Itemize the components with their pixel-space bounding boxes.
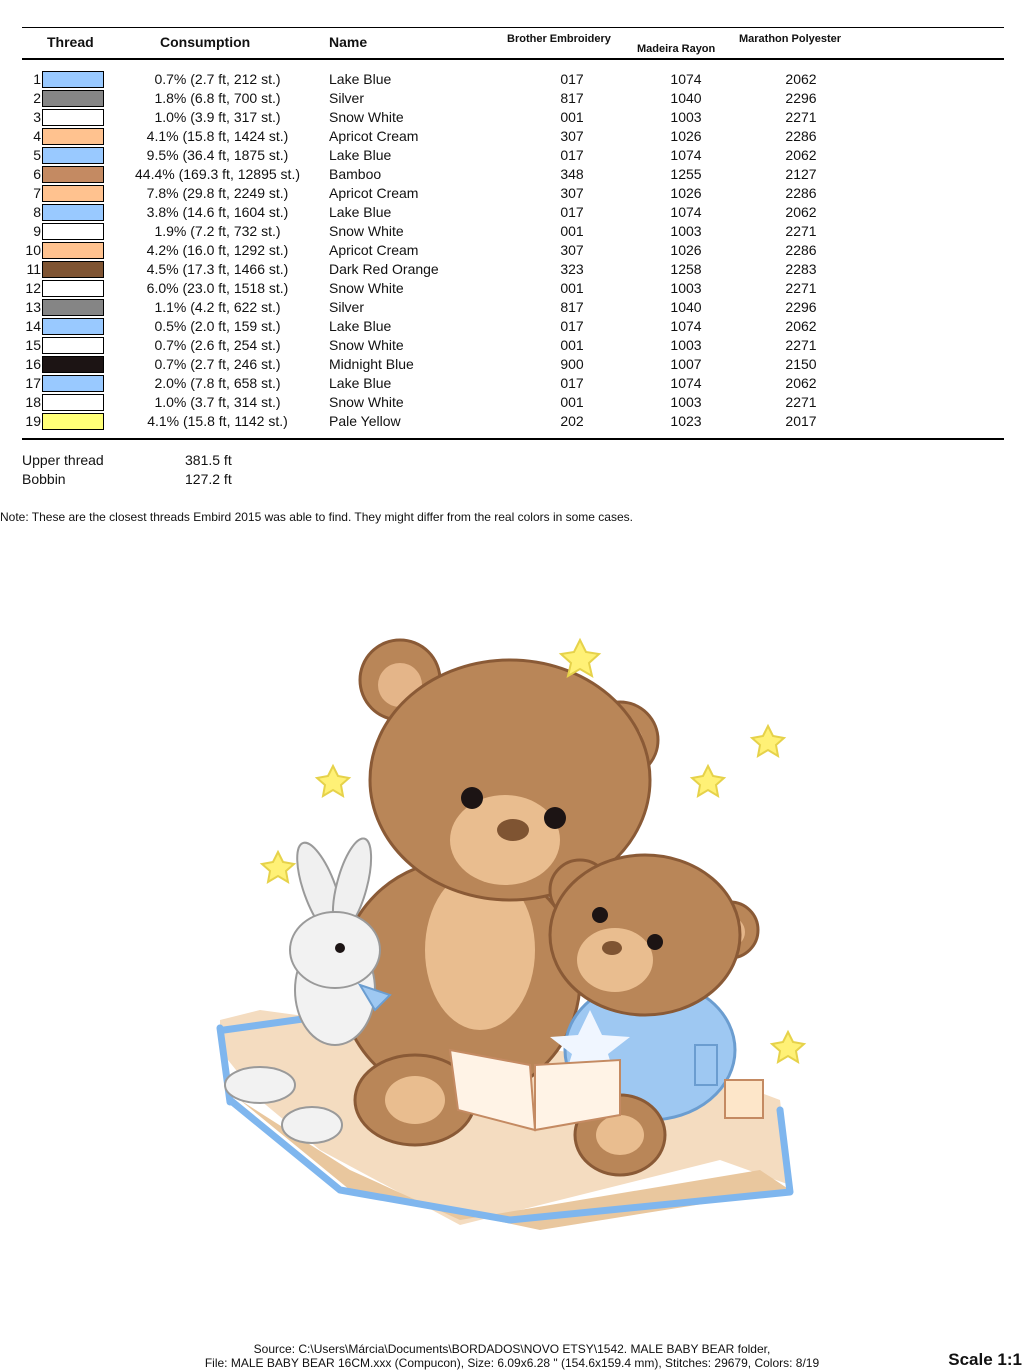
upper-thread-value: 381.5 ft bbox=[185, 452, 232, 468]
little-bear-left-eye bbox=[592, 907, 608, 923]
thread-color-swatch bbox=[42, 375, 104, 392]
thread-color-swatch bbox=[42, 185, 104, 202]
thread-consumption: 1.0% (3.9 ft, 317 st.) bbox=[154, 109, 281, 125]
bunny-leg bbox=[225, 1067, 295, 1103]
thread-consumption: 0.5% (2.0 ft, 159 st.) bbox=[154, 318, 281, 334]
header-brother: Brother Embroidery bbox=[507, 33, 611, 45]
thread-name: Snow White bbox=[329, 109, 404, 125]
table-row bbox=[0, 241, 1024, 260]
madeira-code: 1026 bbox=[670, 128, 702, 144]
madeira-code: 1003 bbox=[670, 223, 702, 239]
madeira-code: 1023 bbox=[670, 413, 702, 429]
thread-color-swatch bbox=[42, 71, 104, 88]
thread-color-swatch bbox=[42, 280, 104, 297]
madeira-code: 1007 bbox=[670, 356, 702, 372]
table-row bbox=[0, 89, 1024, 108]
thread-number: 9 bbox=[33, 223, 41, 239]
table-row bbox=[0, 222, 1024, 241]
big-bear-left-eye bbox=[461, 787, 483, 809]
thread-consumption: 4.2% (16.0 ft, 1292 st.) bbox=[146, 242, 289, 258]
thread-name: Snow White bbox=[329, 280, 404, 296]
thread-color-swatch bbox=[42, 261, 104, 278]
brother-code: 202 bbox=[560, 413, 584, 429]
table-bottom-rule bbox=[22, 438, 1004, 440]
thread-consumption: 44.4% (169.3 ft, 12895 st.) bbox=[135, 166, 300, 182]
marathon-code: 2283 bbox=[785, 261, 817, 277]
marathon-code: 2296 bbox=[785, 90, 817, 106]
table-row bbox=[0, 127, 1024, 146]
brother-code: 017 bbox=[560, 375, 584, 391]
thread-color-swatch bbox=[42, 223, 104, 240]
table-row bbox=[0, 355, 1024, 374]
scale-label: Scale 1:1 bbox=[948, 1350, 1022, 1369]
thread-consumption: 0.7% (2.6 ft, 254 st.) bbox=[154, 337, 281, 353]
thread-color-swatch bbox=[42, 128, 104, 145]
thread-number: 19 bbox=[25, 413, 41, 429]
upper-thread-label: Upper thread bbox=[22, 452, 104, 468]
marathon-code: 2062 bbox=[785, 147, 817, 163]
table-row bbox=[0, 184, 1024, 203]
thread-number: 16 bbox=[25, 356, 41, 372]
marathon-code: 2127 bbox=[785, 166, 817, 182]
thread-number: 11 bbox=[26, 261, 41, 277]
madeira-code: 1003 bbox=[670, 280, 702, 296]
thread-name: Silver bbox=[329, 90, 365, 106]
marathon-code: 2271 bbox=[785, 223, 817, 239]
marathon-code: 2017 bbox=[785, 413, 817, 429]
brother-code: 900 bbox=[560, 356, 584, 372]
thread-consumption: 6.0% (23.0 ft, 1518 st.) bbox=[146, 280, 289, 296]
thread-name: Silver bbox=[329, 299, 365, 315]
toy-book bbox=[695, 1045, 717, 1085]
thread-number: 17 bbox=[25, 375, 41, 391]
madeira-code: 1074 bbox=[670, 375, 702, 391]
thread-consumption: 1.9% (7.2 ft, 732 st.) bbox=[154, 223, 281, 239]
big-bear-foot-pad bbox=[385, 1076, 445, 1124]
marathon-code: 2062 bbox=[785, 71, 817, 87]
brother-code: 307 bbox=[560, 242, 584, 258]
footer-source: Source: C:\Users\Márcia\Documents\BORDADOS\NOVO ETSY\1542. MALE BABY BEAR folder, bbox=[253, 1342, 771, 1356]
thread-consumption: 0.7% (2.7 ft, 212 st.) bbox=[154, 71, 281, 87]
header-consumption: Consumption bbox=[160, 34, 251, 50]
thread-color-swatch bbox=[42, 356, 104, 373]
brother-code: 017 bbox=[560, 147, 584, 163]
table-row bbox=[0, 336, 1024, 355]
brother-code: 323 bbox=[560, 261, 584, 277]
marathon-code: 2271 bbox=[785, 337, 817, 353]
top-rule bbox=[22, 27, 1004, 28]
thread-color-swatch bbox=[42, 90, 104, 107]
table-row bbox=[0, 317, 1024, 336]
table-row bbox=[0, 70, 1024, 89]
thread-consumption: 4.1% (15.8 ft, 1142 st.) bbox=[147, 413, 288, 429]
table-row bbox=[0, 374, 1024, 393]
thread-consumption: 1.0% (3.7 ft, 314 st.) bbox=[154, 394, 281, 410]
thread-number: 18 bbox=[25, 394, 41, 410]
marathon-code: 2286 bbox=[785, 128, 817, 144]
thread-number: 6 bbox=[33, 166, 41, 182]
thread-color-swatch bbox=[42, 413, 104, 430]
madeira-code: 1255 bbox=[670, 166, 702, 182]
thread-name: Pale Yellow bbox=[329, 413, 401, 429]
brother-code: 001 bbox=[560, 109, 584, 125]
thread-name: Lake Blue bbox=[329, 204, 392, 220]
brother-code: 817 bbox=[560, 299, 584, 315]
bunny-eye bbox=[335, 943, 345, 953]
thread-color-swatch bbox=[42, 337, 104, 354]
thread-consumption: 9.5% (36.4 ft, 1875 st.) bbox=[146, 147, 289, 163]
thread-number: 7 bbox=[33, 185, 41, 201]
thread-name: Dark Red Orange bbox=[329, 261, 439, 277]
marathon-code: 2271 bbox=[785, 394, 817, 410]
thread-number: 12 bbox=[25, 280, 41, 296]
bobbin-value: 127.2 ft bbox=[185, 471, 232, 487]
header-rule bbox=[22, 58, 1004, 60]
table-row bbox=[0, 412, 1024, 431]
thread-number: 4 bbox=[33, 128, 41, 144]
little-bear-nose bbox=[602, 941, 622, 955]
brother-code: 348 bbox=[560, 166, 584, 182]
bunny-head bbox=[290, 912, 380, 988]
brother-code: 017 bbox=[560, 71, 584, 87]
bobbin-label: Bobbin bbox=[22, 471, 66, 487]
brother-code: 307 bbox=[560, 185, 584, 201]
brother-code: 817 bbox=[560, 90, 584, 106]
little-bear-muzzle bbox=[577, 928, 653, 992]
note-text: Note: These are the closest threads Embird 2015 was able to find. They might differ from the real colors in some cases. bbox=[0, 510, 633, 524]
thread-number: 13 bbox=[25, 299, 41, 315]
thread-number: 15 bbox=[25, 337, 41, 353]
marathon-code: 2062 bbox=[785, 375, 817, 391]
header-marathon: Marathon Polyester bbox=[739, 33, 842, 45]
table-row bbox=[0, 108, 1024, 127]
thread-number: 1 bbox=[33, 71, 41, 87]
madeira-code: 1074 bbox=[670, 71, 702, 87]
thread-color-swatch bbox=[42, 394, 104, 411]
big-bear-right-eye bbox=[544, 807, 566, 829]
brother-code: 017 bbox=[560, 204, 584, 220]
thread-color-swatch bbox=[42, 299, 104, 316]
header-madeira: Madeira Rayon bbox=[637, 43, 716, 55]
little-bear-head bbox=[550, 855, 740, 1015]
thread-color-swatch bbox=[42, 166, 104, 183]
header-name: Name bbox=[329, 34, 368, 50]
thread-name: Bamboo bbox=[329, 166, 382, 182]
madeira-code: 1003 bbox=[670, 109, 702, 125]
big-bear-nose bbox=[497, 819, 529, 841]
thread-name: Snow White bbox=[329, 223, 404, 239]
brother-code: 001 bbox=[560, 223, 584, 239]
madeira-code: 1040 bbox=[670, 299, 702, 315]
thread-color-swatch bbox=[42, 242, 104, 259]
thread-consumption: 4.1% (15.8 ft, 1424 st.) bbox=[146, 128, 289, 144]
madeira-code: 1074 bbox=[670, 318, 702, 334]
marathon-code: 2062 bbox=[785, 318, 817, 334]
table-row bbox=[0, 279, 1024, 298]
madeira-code: 1074 bbox=[670, 204, 702, 220]
toy-block bbox=[725, 1080, 763, 1118]
thread-name: Apricot Cream bbox=[329, 185, 419, 201]
thread-consumption: 1.1% (4.2 ft, 622 st.) bbox=[154, 299, 281, 315]
little-bear-foot-pad bbox=[596, 1115, 644, 1155]
brother-code: 307 bbox=[560, 128, 584, 144]
thread-name: Snow White bbox=[329, 394, 404, 410]
marathon-code: 2296 bbox=[785, 299, 817, 315]
madeira-code: 1003 bbox=[670, 337, 702, 353]
thread-consumption: 2.0% (7.8 ft, 658 st.) bbox=[154, 375, 281, 391]
thread-color-swatch bbox=[42, 109, 104, 126]
footer-file: File: MALE BABY BEAR 16CM.xxx (Compucon), Size: 6.09x6.28 " (154.6x159.4 mm), Stitches: 29679, Colors: 8/19 bbox=[204, 1356, 820, 1370]
marathon-code: 2286 bbox=[785, 185, 817, 201]
thread-color-swatch bbox=[42, 318, 104, 335]
big-bear-muzzle bbox=[450, 795, 560, 885]
thread-color-swatch bbox=[42, 147, 104, 164]
thread-name: Apricot Cream bbox=[329, 242, 419, 258]
table-row bbox=[0, 146, 1024, 165]
madeira-code: 1026 bbox=[670, 185, 702, 201]
marathon-code: 2286 bbox=[785, 242, 817, 258]
thread-number: 8 bbox=[33, 204, 41, 220]
madeira-code: 1258 bbox=[670, 261, 702, 277]
marathon-code: 2271 bbox=[785, 280, 817, 296]
thread-name: Lake Blue bbox=[329, 318, 392, 334]
thread-consumption: 0.7% (2.7 ft, 246 st.) bbox=[154, 356, 281, 372]
thread-consumption: 4.5% (17.3 ft, 1466 st.) bbox=[146, 261, 289, 277]
marathon-code: 2150 bbox=[785, 356, 817, 372]
header-thread: Thread bbox=[47, 34, 94, 50]
marathon-code: 2271 bbox=[785, 109, 817, 125]
thread-name: Apricot Cream bbox=[329, 128, 419, 144]
thread-name: Snow White bbox=[329, 337, 404, 353]
embroidery-design-image bbox=[200, 630, 820, 1250]
thread-number: 14 bbox=[25, 318, 41, 334]
madeira-code: 1074 bbox=[670, 147, 702, 163]
thread-name: Lake Blue bbox=[329, 71, 392, 87]
brother-code: 001 bbox=[560, 394, 584, 410]
madeira-code: 1003 bbox=[670, 394, 702, 410]
thread-name: Lake Blue bbox=[329, 375, 392, 391]
little-bear-right-eye bbox=[647, 934, 663, 950]
marathon-code: 2062 bbox=[785, 204, 817, 220]
table-row bbox=[0, 203, 1024, 222]
thread-number: 5 bbox=[33, 147, 41, 163]
thread-color-swatch bbox=[42, 204, 104, 221]
thread-name: Lake Blue bbox=[329, 147, 392, 163]
brother-code: 017 bbox=[560, 318, 584, 334]
table-row bbox=[0, 165, 1024, 184]
table-row bbox=[0, 393, 1024, 412]
madeira-code: 1040 bbox=[670, 90, 702, 106]
thread-consumption: 7.8% (29.8 ft, 2249 st.) bbox=[146, 185, 289, 201]
bunny-foot bbox=[282, 1107, 342, 1143]
thread-name: Midnight Blue bbox=[329, 356, 414, 372]
thread-consumption: 3.8% (14.6 ft, 1604 st.) bbox=[146, 204, 289, 220]
thread-number: 2 bbox=[33, 90, 41, 106]
brother-code: 001 bbox=[560, 337, 584, 353]
thread-consumption: 1.8% (6.8 ft, 700 st.) bbox=[154, 90, 281, 106]
madeira-code: 1026 bbox=[670, 242, 702, 258]
brother-code: 001 bbox=[560, 280, 584, 296]
thread-number: 10 bbox=[25, 242, 41, 258]
table-row bbox=[0, 298, 1024, 317]
table-row bbox=[0, 260, 1024, 279]
thread-number: 3 bbox=[33, 109, 41, 125]
